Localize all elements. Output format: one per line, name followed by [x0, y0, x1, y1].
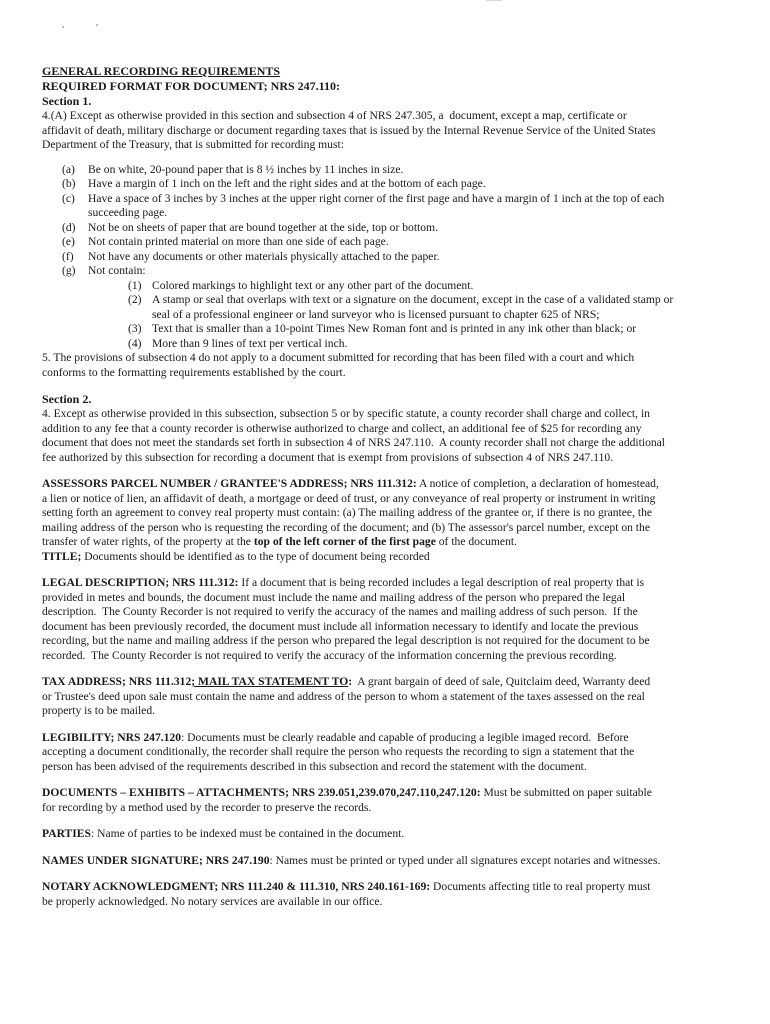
list-item: [62, 264, 728, 279]
paragraph-text: of the document.: [435, 535, 517, 548]
legibility-heading: LEGIBILITY; NRS 247.120: [42, 730, 182, 744]
scan-speck: [62, 26, 64, 28]
paragraph-line: for recording by a method used by the recorder to preserve the records.: [42, 800, 372, 814]
paragraph-line: property is to be mailed.: [42, 704, 156, 717]
list-item-text: Text that is smaller than a 10-point Times New Roman font and is printed in any ink other than black; or: [152, 322, 637, 335]
paragraph-line: 5. The provisions of subsection 4 do not apply to a document submitted for recording that has been filed with a court and which: [42, 351, 635, 364]
documents-heading: DOCUMENTS – EXHIBITS – ATTACHMENTS; NRS 239.051,239.070,247.110,247.120:: [42, 786, 481, 799]
sub-requirements-list: [128, 279, 728, 352]
parties-paragraph: [42, 827, 728, 842]
paragraph-text: If a document that is being recorded includes a legal description of real property that is: [238, 576, 645, 589]
paragraph-text: Documents should be identified as to the type of document being recorded: [81, 549, 430, 563]
section2-heading: Section 2.: [42, 392, 92, 406]
paragraph-line: recording, but the name and mailing address if the person who prepared the legal description is not required for the document to be: [42, 634, 650, 647]
list-item: [62, 192, 728, 221]
list-marker: (e): [62, 235, 75, 248]
tax-heading: TAX ADDRESS; NRS 111.312: [42, 675, 192, 688]
paragraph-line: addition to any fee that a county recorder is otherwise authorized to charge and collect, an additional fee of $25 for recording any: [42, 421, 642, 435]
paragraph-line: description. The County Recorder is not required to verify the accuracy of the names and mailing address of such person. If the: [42, 605, 638, 618]
paragraph-line: affidavit of death, military discharge or document regarding taxes that is issued by the Internal Revenue Service of the United States: [42, 123, 656, 137]
paragraph-line: a lien or notice of lien, an affidavit of death, a mortgage or deed of trust, or any conveyance of real property or instrument in writing: [42, 491, 656, 505]
list-item-text: Not contain:: [88, 264, 146, 277]
list-item: [62, 250, 728, 265]
paragraph-line: fee authorized by this subsection for recording a document that is exempt from provisions of subsection 4 of NRS 247.110.: [42, 450, 614, 464]
sub-list-item: [128, 293, 728, 322]
list-item-text: seal of a professional engineer or land surveyor who is licensed pursuant to chapter 625 of NRS;: [152, 307, 600, 321]
sub-list-item: [128, 322, 728, 337]
list-marker: (d): [62, 220, 76, 234]
scan-speck: [96, 24, 98, 26]
notary-heading: NOTARY ACKNOWLEDGMENT; NRS 111.240 & 111.310, NRS 240.161-169:: [42, 880, 431, 893]
parties-heading: PARTIES: [42, 827, 91, 840]
title-heading: TITLE;: [42, 549, 82, 563]
list-item: [62, 163, 728, 178]
paragraph-line: Department of the Treasury, that is submitted for recording must:: [42, 138, 344, 151]
scan-mark: [486, 0, 502, 1]
paragraph-text: A notice of completion, a declaration of homestead,: [416, 477, 659, 490]
document-page: [42, 64, 728, 909]
paragraph-text: transfer of water rights, of the property at the: [42, 535, 254, 548]
paragraph-line: 4.(A) Except as otherwise provided in this section and subsection 4 of NRS 247.305, a document, except a map, certificate or: [42, 109, 627, 122]
section2-body: [42, 407, 728, 465]
section1-intro: [42, 109, 728, 153]
paragraph-text: A grant bargain of deed of sale, Quitclaim deed, Warranty deed: [352, 675, 651, 688]
paragraph-line: document has been previously recorded, the document must include all information necessary to identify and locate the previous: [42, 619, 639, 633]
paragraph-line: mailing address of the person who is requesting the recording of the document; and (b) The assessor's parcel number, except on the: [42, 520, 650, 534]
list-item-text: More than 9 lines of text per vertical inch.: [152, 336, 348, 350]
paragraph-text: Documents affecting title to real property must: [430, 880, 651, 893]
list-item-text: A stamp or seal that overlaps with text or a signature on the document, except in the case of a validated stamp or: [152, 293, 674, 306]
list-marker: (b): [62, 177, 76, 190]
paragraph-line: provided in metes and bounds, the document must include the name and mailing address of the person who prepared the legal: [42, 590, 626, 604]
paragraph-line: recorded. The County Recorder is not required to verify the accuracy of the information concerning the previous recording.: [42, 648, 617, 662]
list-item: [62, 235, 728, 250]
names-heading: NAMES UNDER SIGNATURE; NRS 247.190: [42, 853, 270, 867]
list-item-text: Not be on sheets of paper that are bound together at the side, top or bottom.: [88, 220, 438, 234]
list-marker: (a): [62, 162, 75, 176]
paragraph-text: : Documents must be clearly readable and capable of producing a legible imaged record. Before: [181, 730, 629, 744]
assessors-heading: ASSESSORS PARCEL NUMBER / GRANTEE'S ADDRESS; NRS 111.312:: [42, 477, 417, 490]
list-item-text: Not contain printed material on more than one side of each page.: [88, 235, 389, 248]
requirements-list: [62, 163, 728, 352]
list-item-text: Be on white, 20-pound paper that is 8 ½ inches by 11 inches in size.: [88, 162, 404, 176]
document-subtitle: REQUIRED FORMAT FOR DOCUMENT; NRS 247.110:: [42, 79, 341, 93]
emphasis-text: top of the left corner of the first page: [253, 535, 436, 548]
document-title: GENERAL RECORDING REQUIREMENTS: [42, 64, 281, 78]
assessors-paragraph: [42, 477, 728, 564]
list-marker: (g): [62, 264, 76, 277]
list-item-text: Not have any documents or other materials physically attached to the paper.: [88, 249, 440, 263]
section1-heading: Section 1.: [42, 94, 92, 108]
names-paragraph: [42, 854, 728, 869]
notary-paragraph: [42, 880, 728, 909]
list-item: [62, 177, 728, 192]
list-item-text: Have a margin of 1 inch on the left and the right sides and at the bottom of each page.: [88, 177, 486, 190]
paragraph-line: 4. Except as otherwise provided in this subsection, subsection 5 or by specific statute, a county recorder shall charge and collect, in: [42, 407, 650, 420]
legal-heading: LEGAL DESCRIPTION; NRS 111.312:: [42, 576, 239, 589]
section1-closing: [42, 351, 728, 380]
list-item-text: Have a space of 3 inches by 3 inches at the upper right corner of the first page and have a margin of 1 inch at the top of each: [88, 191, 665, 205]
legibility-paragraph: [42, 731, 728, 775]
heading-colon: :: [348, 675, 353, 688]
tax-address-paragraph: [42, 675, 728, 719]
documents-paragraph: [42, 786, 728, 815]
legal-description-paragraph: [42, 576, 728, 663]
paragraph-line: or Trustee's deed upon sale must contain the name and address of the person to whom a statement of the taxes assessed on the real: [42, 689, 645, 703]
mail-tax-heading: ; MAIL TAX STATEMENT TO: [191, 675, 349, 688]
paragraph-text: : Names must be printed or typed under all signatures except notaries and witnesses.: [269, 853, 661, 867]
paragraph-text: : Name of parties to be indexed must be contained in the document.: [90, 827, 405, 840]
list-marker: (c): [62, 191, 75, 205]
paragraph-line: be properly acknowledged. No notary services are available in our office.: [42, 894, 383, 908]
list-item: [62, 221, 728, 236]
sub-list-item: [128, 279, 728, 294]
paragraph-line: document that does not meet the standards set forth in subsection 4 of NRS 247.110. A county recorder shall not charge the additional: [42, 436, 666, 449]
list-item-text: succeeding page.: [88, 206, 168, 219]
list-marker: (f): [62, 249, 74, 263]
paragraph-text: Must be submitted on paper suitable: [480, 786, 652, 799]
paragraph-line: conforms to the formatting requirements established by the court.: [42, 365, 346, 379]
list-marker: (1): [128, 278, 142, 292]
list-item-text: Colored markings to highlight text or any other part of the document.: [152, 278, 474, 292]
list-marker: (2): [128, 293, 142, 306]
paragraph-line: setting forth an agreement to convey real property must contain: (a) The mailing address of the grantee or, if there is no grantee, the: [42, 506, 653, 519]
list-marker: (3): [128, 322, 142, 335]
paragraph-line: person has been advised of the requirements described in this subsection and record the statement with the document.: [42, 759, 587, 773]
list-marker: (4): [128, 336, 142, 350]
sub-list-item: [128, 337, 728, 352]
paragraph-line: accepting a document conditionally, the recorder shall require the person who requests the recording to sign a statement that the: [42, 745, 635, 758]
